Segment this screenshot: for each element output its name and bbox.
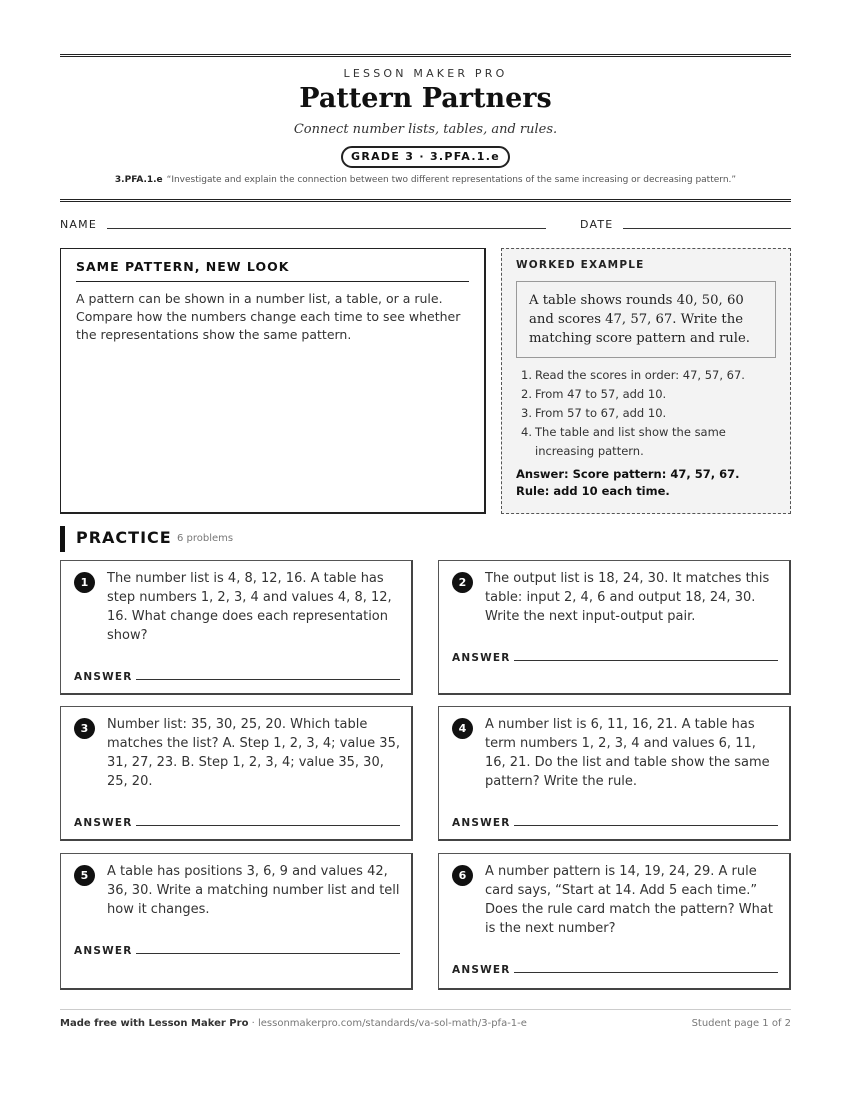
problem-text: The output list is 18, 24, 30. It matches this table: input 2, 4, 6 and output 18, 24, 30. Write the next input-output pair.: [485, 571, 770, 624]
problem-number: 5: [74, 865, 95, 886]
answer-label: ANSWER: [452, 964, 511, 976]
footer-page-number: Student page 1 of 2: [691, 1018, 791, 1029]
answer-label: ANSWER: [74, 671, 133, 683]
grade-badge: GRADE 3 · 3.PFA.1.e: [341, 146, 510, 168]
problem-number: 3: [74, 718, 95, 739]
problem-card-3: [60, 706, 413, 841]
page-title: Pattern Partners: [299, 83, 552, 114]
footer-url[interactable]: · lessonmakerpro.com/standards/va-sol-math/3-pfa-1-e: [248, 1018, 527, 1029]
worked-example-prompt: A table shows rounds 40, 50, 60 and scores 47, 57, 67. Write the matching score pattern and rule.: [516, 281, 776, 358]
worked-example-answer: Answer: Score pattern: 47, 57, 67. Rule: add 10 each time.: [516, 467, 740, 498]
problem-number: 6: [452, 865, 473, 886]
page-footer: [60, 1009, 791, 1029]
standard-code: 3.PFA.1.e: [114, 175, 163, 185]
problem-card-4: [438, 706, 791, 841]
problem-card-5: [60, 853, 413, 990]
answer-label: ANSWER: [452, 652, 511, 664]
brand-name: LESSON MAKER PRO: [343, 67, 508, 80]
standard-statement: [60, 175, 791, 185]
problem-text: Number list: 35, 30, 25, 20. Which table matches the list? A. Step 1, 2, 3, 4; value 35, 31, 27, 23. B. Step 1, 2, 3, 4; value 35, 30, 25, 20.: [107, 717, 400, 789]
name-label: NAME: [60, 218, 97, 231]
problem-text: A number list is 6, 11, 16, 21. A table has term numbers 1, 2, 3, 4 and values 6, 11, 16, 21. Do the list and table show the same pattern? Write the rule.: [485, 717, 770, 789]
problem-text: A table has positions 3, 6, 9 and values 42, 36, 30. Write a matching number list and tell how it changes.: [107, 864, 400, 917]
worked-step: 2. From 47 to 57, add 10.: [521, 387, 667, 401]
date-label: DATE: [580, 218, 614, 231]
section-marker: [60, 526, 65, 552]
footer-made-with: Made free with Lesson Maker Pro: [60, 1018, 249, 1029]
concept-box: [60, 248, 486, 514]
answer-field[interactable]: [136, 679, 400, 680]
worked-step: 4. The table and list show the same increasing pattern.: [521, 425, 726, 458]
problem-number: 2: [452, 572, 473, 593]
answer-label: ANSWER: [452, 817, 511, 829]
worked-example-steps: [516, 366, 776, 461]
problem-number: 1: [74, 572, 95, 593]
answer-field[interactable]: [514, 660, 778, 661]
worked-example-box: [501, 248, 791, 514]
concept-heading: SAME PATTERN, NEW LOOK: [76, 259, 469, 282]
name-date-bar: [60, 218, 791, 238]
date-field[interactable]: [623, 228, 791, 229]
worked-step: 3. From 57 to 67, add 10.: [521, 406, 667, 420]
problem-card-2: [438, 560, 791, 695]
answer-field[interactable]: [136, 953, 400, 954]
answer-field[interactable]: [136, 825, 400, 826]
problem-number: 4: [452, 718, 473, 739]
problem-card-1: [60, 560, 413, 695]
answer-field[interactable]: [514, 972, 778, 973]
practice-heading: PRACTICE: [76, 528, 172, 547]
problem-text: A number pattern is 14, 19, 24, 29. A rule card says, “Start at 14. Add 5 each time.” Does the rule card match the pattern? What is the next number?: [485, 864, 773, 936]
practice-heading-bar: [60, 526, 460, 552]
standard-text: “Investigate and explain the connection between two different representations of the same increasing or decreasing pattern.”: [166, 175, 737, 185]
answer-field[interactable]: [514, 825, 778, 826]
answer-label: ANSWER: [74, 817, 133, 829]
worked-step: 1. Read the scores in order: 47, 57, 67.: [521, 368, 745, 382]
concept-body: A pattern can be shown in a number list, a table, or a rule. Compare how the numbers change each time to see whether the representations show the same pattern.: [76, 291, 461, 342]
name-field[interactable]: [107, 228, 546, 229]
page-subtitle: Connect number lists, tables, and rules.: [293, 122, 558, 137]
answer-label: ANSWER: [74, 945, 133, 957]
problem-card-6: [438, 853, 791, 990]
header-top-rule: [60, 54, 791, 57]
problem-count: 6 problems: [177, 533, 234, 544]
worked-example-heading: WORKED EXAMPLE: [516, 259, 645, 271]
header-bottom-rule: [60, 199, 791, 202]
problem-text: The number list is 4, 8, 12, 16. A table has step numbers 1, 2, 3, 4 and values 4, 8, 12, 16. What change does each representation show?: [107, 571, 392, 643]
